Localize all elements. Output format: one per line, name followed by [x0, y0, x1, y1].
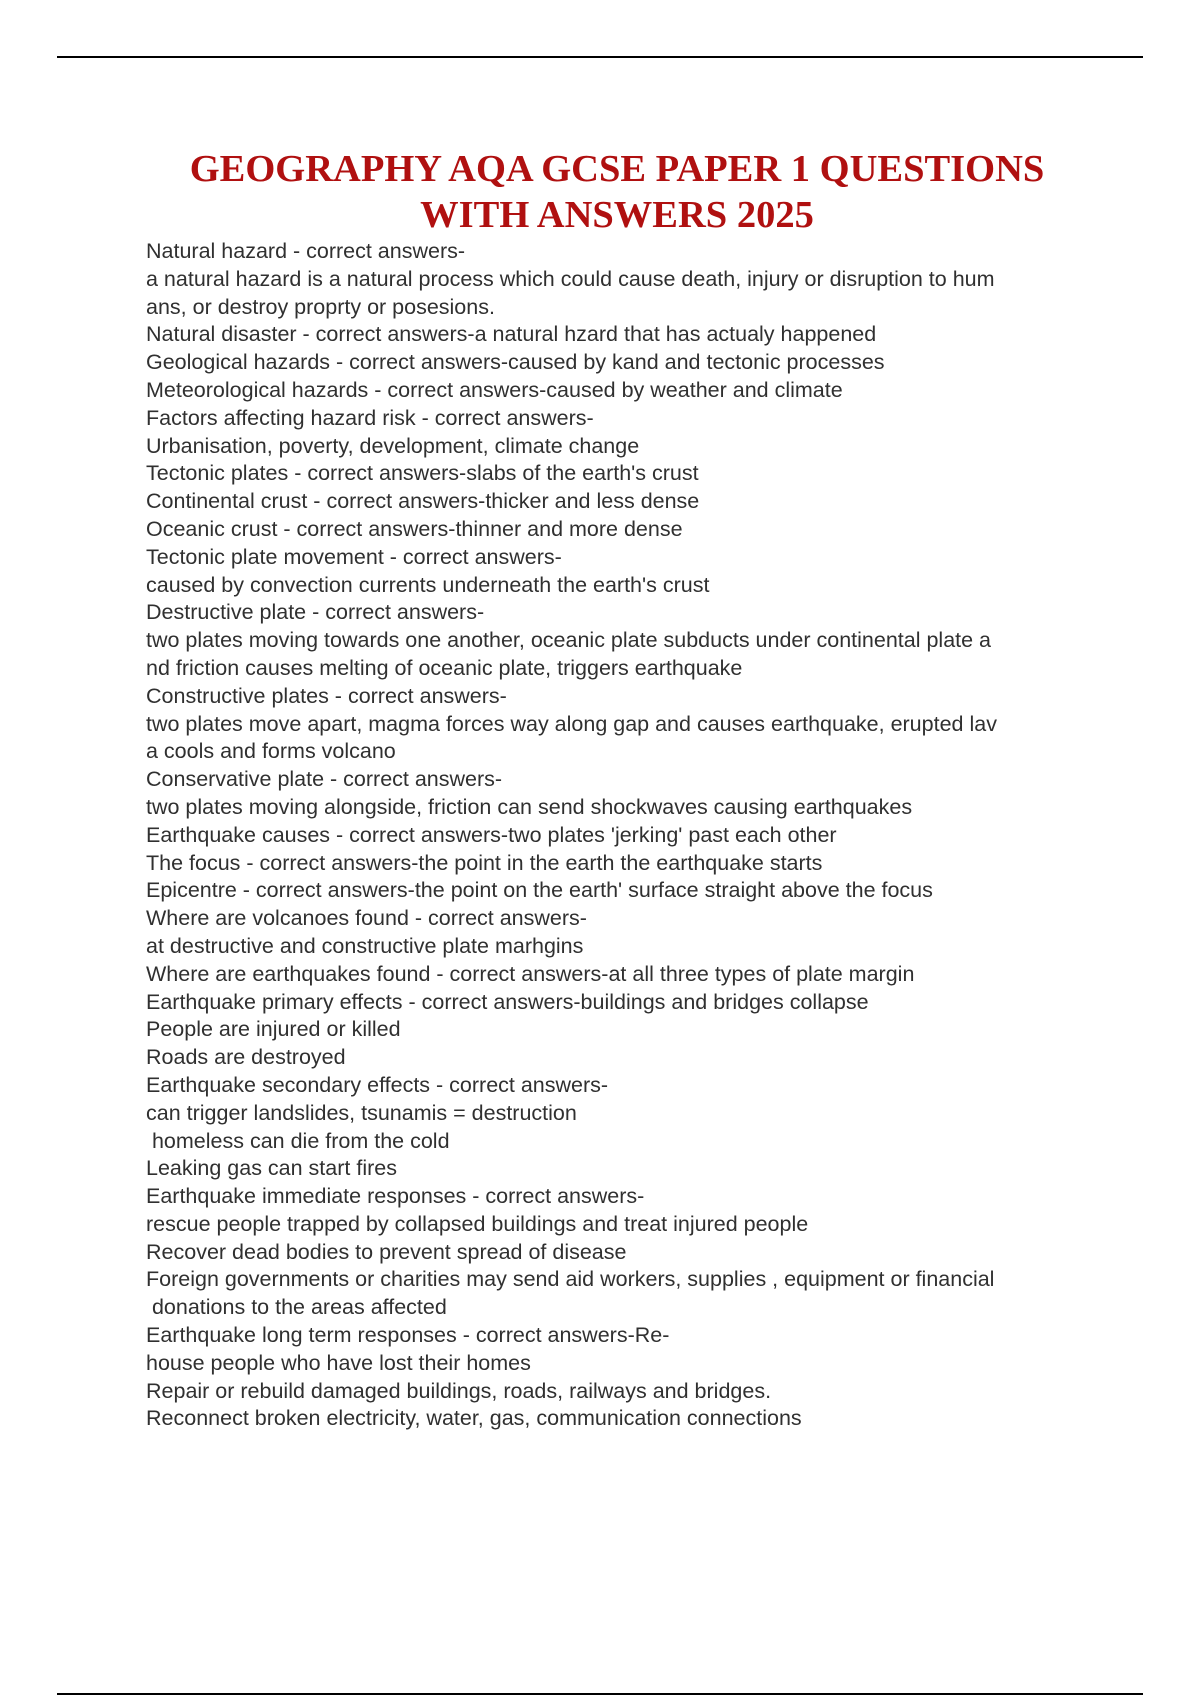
- text-line: caused by convection currents underneath the earth's crust: [146, 572, 710, 597]
- text-line: Continental crust - correct answers-thicker and less dense: [146, 489, 700, 514]
- text-line: Factors affecting hazard risk - correct answers-: [146, 405, 594, 430]
- document-body: [146, 238, 1096, 1433]
- text-line: Epicentre - correct answers-the point on the earth' surface straight above the focus: [146, 878, 933, 903]
- text-line: Earthquake primary effects - correct answers-buildings and bridges collapse: [146, 989, 869, 1014]
- text-line: Geological hazards - correct answers-caused by kand and tectonic processes: [146, 350, 885, 375]
- text-line: a cools and forms volcano: [146, 739, 396, 764]
- header-rule: [57, 56, 1143, 58]
- text-line: Tectonic plate movement - correct answers-: [146, 544, 562, 569]
- text-line: Natural disaster - correct answers-a natural hzard that has actualy happened: [146, 322, 877, 347]
- text-line: can trigger landslides, tsunamis = destruction: [146, 1100, 577, 1125]
- text-line: Where are earthquakes found - correct answers-at all three types of plate margin: [146, 961, 915, 986]
- text-line: two plates move apart, magma forces way along gap and causes earthquake, erupted lav: [146, 711, 997, 736]
- text-line: a natural hazard is a natural process which could cause death, injury or disruption to hum: [146, 266, 995, 291]
- text-line: Natural hazard - correct answers-: [146, 239, 466, 263]
- text-line: Reconnect broken electricity, water, gas, communication connections: [146, 1406, 802, 1431]
- text-line: ans, or destroy proprty or posesions.: [146, 294, 495, 319]
- text-line: Recover dead bodies to prevent spread of disease: [146, 1239, 627, 1264]
- text-line: Earthquake immediate responses - correct answers-: [146, 1184, 645, 1209]
- text-line: Conservative plate - correct answers-: [146, 767, 503, 792]
- text-line: two plates moving alongside, friction can send shockwaves causing earthquakes: [146, 794, 913, 819]
- footer-rule: [57, 1693, 1143, 1695]
- text-line: nd friction causes melting of oceanic plate, triggers earthquake: [146, 655, 743, 680]
- text-line: Repair or rebuild damaged buildings, roads, railways and bridges.: [146, 1378, 772, 1403]
- text-line: Constructive plates - correct answers-: [146, 683, 507, 708]
- text-line: house people who have lost their homes: [146, 1350, 531, 1375]
- text-line: at destructive and constructive plate marhgins: [146, 933, 584, 958]
- text-line: People are injured or killed: [146, 1017, 401, 1042]
- text-line: two plates moving towards one another, oceanic plate subducts under continental plate a: [146, 628, 992, 653]
- text-line: Urbanisation, poverty, development, climate change: [146, 433, 640, 458]
- text-line: Oceanic crust - correct answers-thinner and more dense: [146, 516, 683, 541]
- text-line: Where are volcanoes found - correct answers-: [146, 906, 587, 931]
- text-line: Earthquake causes - correct answers-two plates 'jerking' past each other: [146, 822, 837, 847]
- text-line: rescue people trapped by collapsed buildings and treat injured people: [146, 1211, 809, 1236]
- text-line: Destructive plate - correct answers-: [146, 600, 485, 625]
- text-line: Foreign governments or charities may send aid workers, supplies , equipment or financial: [146, 1267, 995, 1292]
- text-line: Earthquake long term responses - correct answers-Re-: [146, 1323, 670, 1348]
- text-line: Earthquake secondary effects - correct answers-: [146, 1072, 609, 1097]
- text-line: Leaking gas can start fires: [146, 1156, 397, 1181]
- title-line-2: WITH ANSWERS 2025: [420, 194, 814, 236]
- text-line: homeless can die from the cold: [146, 1128, 450, 1153]
- page-title: [0, 146, 1200, 238]
- text-line: Meteorological hazards - correct answers-caused by weather and climate: [146, 377, 843, 402]
- title-line-1: GEOGRAPHY AQA GCSE PAPER 1 QUESTIONS: [189, 148, 1045, 190]
- text-line: donations to the areas affected: [146, 1295, 447, 1320]
- text-line: Tectonic plates - correct answers-slabs of the earth's crust: [146, 461, 699, 486]
- text-line: The focus - correct answers-the point in the earth the earthquake starts: [146, 850, 823, 875]
- text-line: Roads are destroyed: [146, 1045, 346, 1070]
